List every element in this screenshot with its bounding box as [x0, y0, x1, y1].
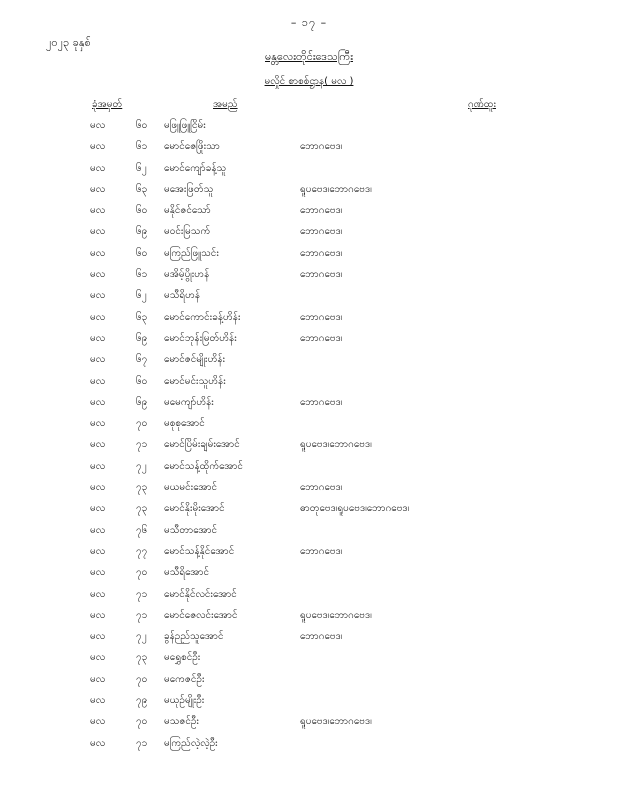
student-name: မယမင်းအောင်	[164, 482, 218, 494]
column-header-code: ခုံအမှတ်	[92, 99, 123, 110]
list-item	[0, 456, 618, 477]
list-item	[0, 243, 618, 264]
list-item	[0, 520, 618, 541]
distinction-subjects: ဘောဂဗေဒ၊	[300, 205, 343, 217]
roll-number: ၆၀	[136, 375, 148, 387]
list-item	[0, 690, 618, 711]
list-item	[0, 264, 618, 285]
exam-center-code: မလ	[90, 524, 106, 536]
list-item	[0, 434, 618, 455]
roll-number: ၇၃	[136, 652, 148, 664]
list-item	[0, 200, 618, 221]
exam-center-code: မလ	[90, 673, 106, 685]
student-name: ခွန်ဉည်သူအောင်	[164, 631, 224, 643]
roll-number: ၆၁	[136, 141, 148, 153]
exam-center-code: မလ	[90, 737, 106, 749]
roll-number: ၇၁	[136, 588, 148, 600]
roll-number: ၆၂	[136, 162, 147, 174]
list-item	[0, 562, 618, 583]
student-name: မောင်ဇေလင်းအောင်	[164, 609, 238, 621]
student-name: မသဇင်ဦး	[164, 716, 199, 728]
exam-center-code: မလ	[90, 162, 106, 174]
exam-center-code: မလ	[90, 205, 106, 217]
list-item	[0, 541, 618, 562]
distinction-subjects: ဘောဂဗေဒ၊	[300, 545, 343, 557]
student-name: မနိုင်ဇင်သော်	[164, 205, 211, 217]
distinction-subjects: ဓာတုဗေဒ၊ရူပဗေဒ၊ဘောဂဗေဒ၊	[300, 503, 410, 515]
student-name: မအိမ့်ပွိုးဟန်	[164, 269, 210, 281]
exam-center-code: မလ	[90, 396, 106, 408]
roll-number: ၆၀	[136, 120, 148, 131]
student-name: မောင်နိုးမိုးအောင်	[164, 503, 225, 515]
exam-center-code: မလ	[90, 716, 106, 728]
distinction-subjects: ဘောဂဗေဒ၊	[300, 311, 343, 323]
exam-center-code: မလ	[90, 332, 106, 344]
student-name: မောင်ဘုန်းမြတ်ဟိန်း	[164, 332, 237, 344]
list-item	[0, 179, 618, 200]
list-item	[0, 158, 618, 179]
exam-center-code: မလ	[90, 609, 106, 621]
distinction-subjects: ဘောဂဗေဒ၊	[300, 141, 343, 153]
list-item	[0, 733, 618, 754]
exam-center-code: မလ	[90, 439, 106, 451]
column-header-name: အမည်	[213, 99, 238, 110]
student-name: မဖြူဖြူငြိမ်း	[164, 120, 206, 131]
exam-center-code: မလ	[90, 460, 106, 472]
roll-number: ၇၃	[136, 482, 148, 494]
list-item	[0, 371, 618, 392]
distinction-subjects: ဘောဂဗေဒ၊	[300, 631, 343, 643]
roll-number: ၇၆	[136, 524, 148, 536]
list-item	[0, 584, 618, 605]
roll-number: ၆၉	[136, 226, 148, 238]
list-item	[0, 392, 618, 413]
student-name: မရွှေစင်ဦး	[164, 652, 201, 664]
roll-number: ၇၂	[136, 631, 147, 643]
list-item	[0, 349, 618, 370]
list-item	[0, 221, 618, 242]
roll-number: ၇၇	[136, 545, 148, 557]
exam-center-code: မလ	[90, 503, 106, 515]
student-name: မသီရိဟန်	[164, 290, 201, 302]
list-item	[0, 307, 618, 328]
exam-center-code: မလ	[90, 290, 106, 302]
roll-number: ၇၀	[136, 567, 148, 579]
roll-number: ၇၁	[136, 439, 148, 451]
distinction-subjects: ရူပဗေဒ၊ဘောဂဗေဒ၊	[300, 439, 372, 451]
roll-number: ၆၁	[136, 269, 148, 281]
exam-center-code: မလ	[90, 354, 106, 366]
student-name: မောင်သန့်ထိုက်အောင်	[164, 460, 243, 472]
list-item	[0, 285, 618, 306]
list-item	[0, 498, 618, 519]
distinction-subjects: ဘောဂဗေဒ၊	[300, 226, 343, 238]
student-name: မောင်မင်းသူဟိန်း	[164, 375, 226, 387]
list-item	[0, 605, 618, 626]
exam-center-code: မလ	[90, 311, 106, 323]
student-name: မကေဇင်ဦး	[164, 673, 205, 685]
roll-number: ၇၁	[136, 609, 148, 621]
student-name: မောင်ဇေဖြိုးသာ	[164, 141, 220, 153]
roll-number: ၆၃	[136, 311, 148, 323]
roll-number: ၇၃	[136, 503, 148, 515]
distinction-subjects: ရူပဗေဒ၊ဘောဂဗေဒ၊	[300, 716, 372, 728]
list-item	[0, 647, 618, 668]
student-name: မသီတာအောင်	[164, 524, 218, 536]
exam-center-code: မလ	[90, 652, 106, 664]
roll-number: ၇၀	[136, 673, 148, 685]
distinction-subjects: ရူပဗေဒ၊ဘောဂဗေဒ၊	[300, 609, 372, 621]
list-item	[0, 711, 618, 732]
exam-center-code: မလ	[90, 183, 106, 195]
exam-center-code: မလ	[90, 375, 106, 387]
exam-center-code: မလ	[90, 226, 106, 238]
student-name: မအေးဖြတ်သူ	[164, 183, 214, 195]
student-name: မောင်ဇင်မျိုးဟိန်း	[164, 354, 226, 366]
student-name: မစုစုအောင်	[164, 418, 205, 430]
exam-center-code: မလ	[90, 120, 106, 131]
student-name: မောင်ပြိမ်းချမ်းအောင်	[164, 439, 240, 451]
exam-center-code: မလ	[90, 545, 106, 557]
roll-number: ၇၁	[136, 737, 148, 749]
distinction-subjects: ဘောဂဗေဒ၊	[300, 396, 343, 408]
list-item	[0, 477, 618, 498]
list-item	[0, 669, 618, 690]
results-list	[0, 115, 618, 754]
column-header-grade: ဂုဏ်ထူး	[468, 99, 496, 110]
student-name: မမေကျာ်ဟိန်း	[164, 396, 214, 408]
exam-center-code: မလ	[90, 695, 106, 707]
page-title: မန္တလေးတိုင်းဒေသကြီး	[265, 50, 353, 63]
exam-center-code: မလ	[90, 631, 106, 643]
student-name: မောင်ကောင်းခန့်ဟိန်း	[164, 311, 241, 323]
exam-center-code: မလ	[90, 141, 106, 153]
student-name: မယုဉ်မျိုးဦး	[164, 695, 205, 707]
distinction-subjects: ဘောဂဗေဒ၊	[300, 332, 343, 344]
roll-number: ၆၂	[136, 290, 147, 302]
exam-center-code: မလ	[90, 567, 106, 579]
exam-center-code: မလ	[90, 588, 106, 600]
student-name: မကြည်လဲ့လဲ့ဦး	[164, 737, 218, 749]
distinction-subjects: ရူပဗေဒ၊ဘောဂဗေဒ၊	[300, 183, 372, 195]
roll-number: ၆၀	[136, 205, 148, 217]
exam-center-code: မလ	[90, 482, 106, 494]
roll-number: ၇၀	[136, 418, 148, 430]
roll-number: ၆၇	[136, 354, 148, 366]
year-label: ၂၀၂၃ ခုနှစ်	[46, 36, 91, 49]
list-item	[0, 413, 618, 434]
roll-number: ၆၉	[136, 332, 148, 344]
exam-center-code: မလ	[90, 247, 106, 259]
roll-number: ၇၂	[136, 460, 147, 472]
student-name: မောင်ကျော်ခန့်သူ	[164, 162, 227, 174]
exam-center-code: မလ	[90, 269, 106, 281]
roll-number: ၆၉	[136, 396, 148, 408]
roll-number: ၆၃	[136, 183, 148, 195]
roll-number: ၆၀	[136, 247, 148, 259]
page-subtitle: မလှိုင် စာစစ်ဌာန( မလ )	[264, 76, 354, 87]
student-name: မသီရိအောင်	[164, 567, 209, 579]
list-item	[0, 136, 618, 157]
list-item	[0, 115, 618, 136]
exam-center-code: မလ	[90, 418, 106, 430]
distinction-subjects: ဘောဂဗေဒ၊	[300, 269, 343, 281]
distinction-subjects: ဘောဂဗေဒ၊	[300, 482, 343, 494]
student-name: မကြည်ဖြူသင်း	[164, 247, 219, 259]
student-name: မောင်သန့်နိုင်အောင်	[164, 545, 235, 557]
roll-number: ၇၉	[136, 695, 148, 707]
distinction-subjects: ဘောဂဗေဒ၊	[300, 247, 343, 259]
page-number: – ၁၇ –	[290, 16, 328, 29]
student-name: မဝင်းမြသက်	[164, 226, 211, 238]
list-item	[0, 626, 618, 647]
roll-number: ၇၀	[136, 716, 148, 728]
list-item	[0, 328, 618, 349]
student-name: မောင်နိုင်လင်းအောင်	[164, 588, 237, 600]
